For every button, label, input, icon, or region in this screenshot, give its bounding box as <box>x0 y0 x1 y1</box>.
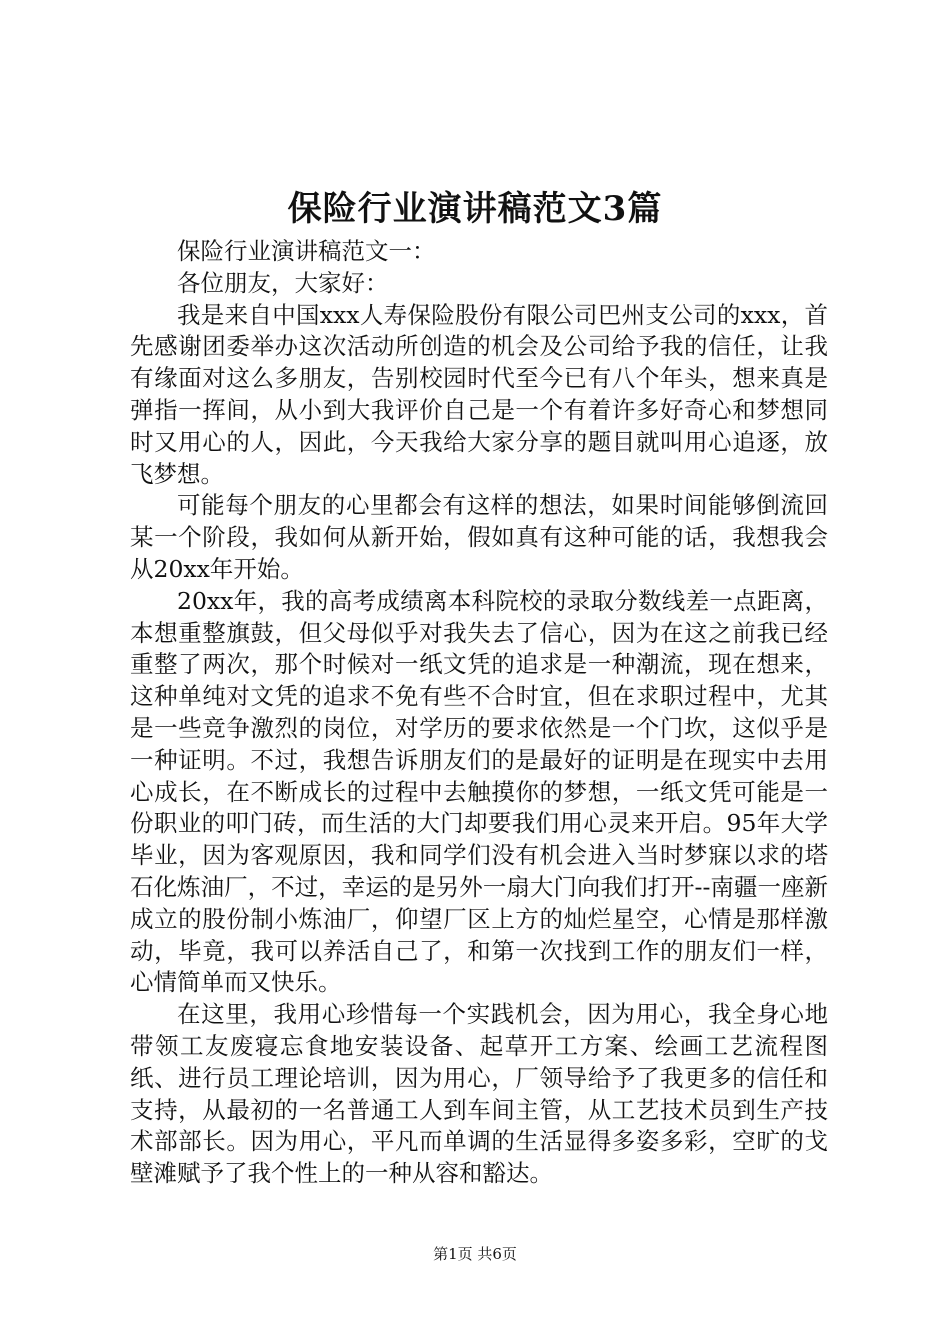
section-heading: 保险行业演讲稿范文一： <box>177 237 436 265</box>
document-title: 保险行业演讲稿范文3篇 <box>287 189 663 229</box>
page-footer: 第1页 共6页 <box>433 1245 517 1263</box>
greeting: 各位朋友，大家好： <box>177 268 389 297</box>
body-paragraph: 在这里，我用心珍惜每一个实践机会，因为用心，我全身心地带领工友废寝忘食地安装设备、起草开工方案、绘画工艺流程图纸、进行员工理论培训，因为用心，厂领导给予了我更多的信任和支持，从最初的一名普通工人到车间主管，从工艺技术员到生产技术部部长。因为用心，平凡而单调的生活显得多姿多彩，空旷的戈壁滩赋予了我个性上的一种从容和豁达。 <box>130 1000 828 1188</box>
body-paragraph: 可能每个朋友的心里都会有这样的想法，如果时间能够倒流回某一个阶段，我如何从新开始，假如真有这种可能的话，我想我会从20xx年开始。 <box>130 491 828 583</box>
body-paragraph: 我是来自中国xxx人寿保险股份有限公司巴州支公司的xxx，首先感谢团委举办这次活动所创造的机会及公司给予我的信任，让我有缘面对这么多朋友，告别校园时代至今已有八个年头，想来真是弹指一挥间，从小到大我评价自己是一个有着许多好奇心和梦想同时又用心的人，因此，今天我给大家分享的题目就叫用心追逐，放飞梦想。 <box>130 300 828 488</box>
document-body <box>130 236 828 1190</box>
body-paragraph: 20xx年，我的高考成绩离本科院校的录取分数线差一点距离，本想重整旗鼓，但父母似乎对我失去了信心，因为在这之前我已经重整了两次，那个时候对一纸文凭的追求是一种潮流，现在想来，这种单纯对文凭的追求不免有些不合时宜，但在求职过程中，尤其是一些竞争激烈的岗位，对学历的要求依然是一个门坎，这似乎是一种证明。不过，我想告诉朋友们的是最好的证明是在现实中去用心成长，在不断成长的过程中去触摸你的梦想，一纸文凭可能是一份职业的叩门砖，而生活的大门却要我们用心灵来开启。95年大学毕业，因为客观原因，我和同学们没有机会进入当时梦寐以求的塔石化炼油厂，不过，幸运的是另外一扇大门向我们打开--南疆一座新成立的股份制小炼油厂，仰望厂区上方的灿烂星空，心情是那样激动，毕竟，我可以养活自己了，和第一次找到工作的朋友们一样，心情简单而又快乐。 <box>130 586 828 997</box>
